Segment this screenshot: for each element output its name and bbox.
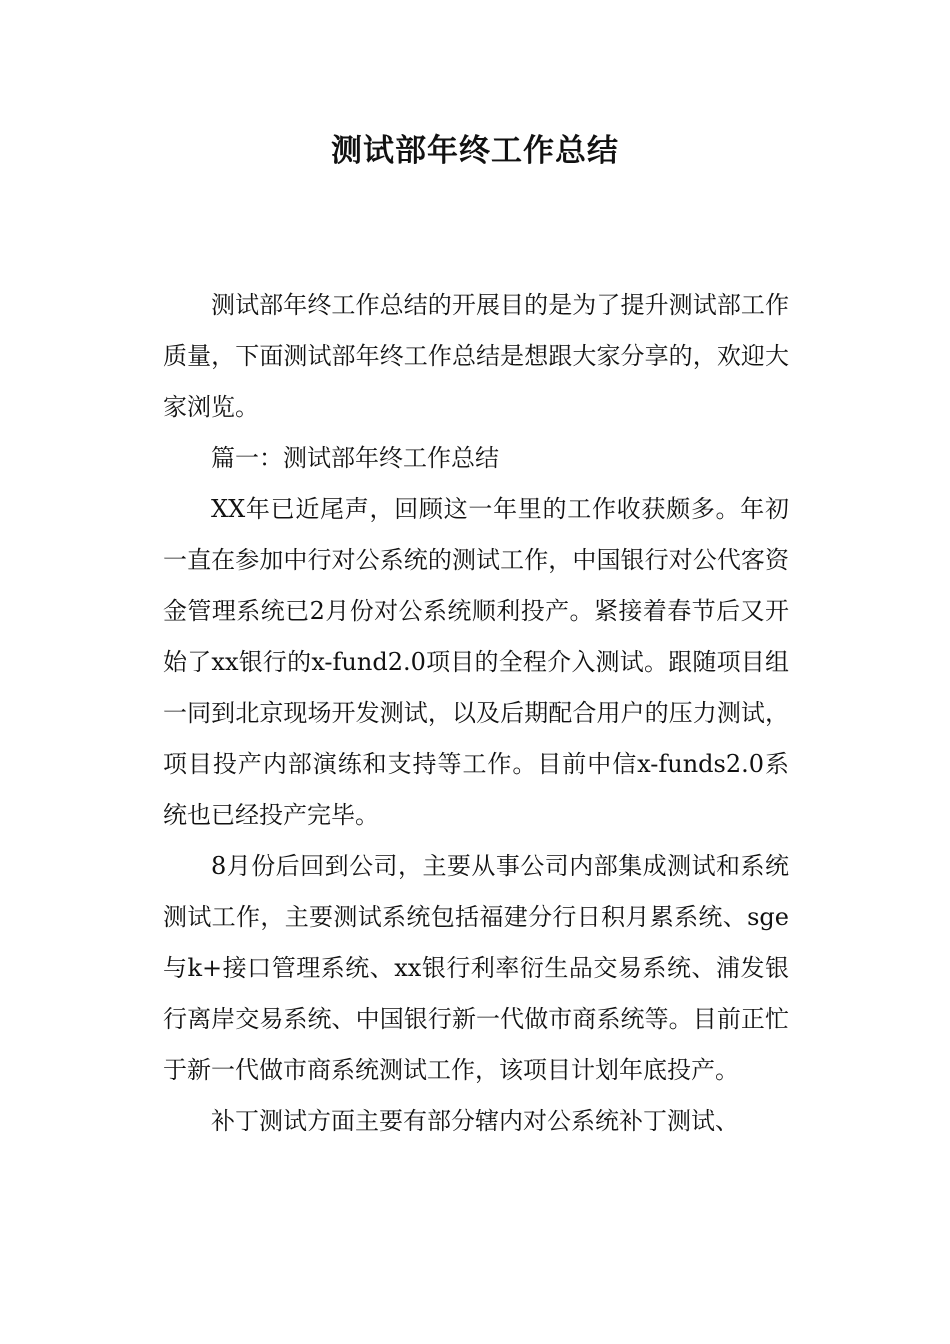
document-title: 测试部年终工作总结 — [331, 133, 619, 169]
paragraph-patch-testing: 补丁测试方面主要有部分辖内对公系统补丁测试、 — [211, 1107, 739, 1135]
paragraph-august-work: 8月份后回到公司，主要从事公司内部集成测试和系统测试工作，主要测试系统包括福建分行日积月累系统、sge与k+接口管理系统、xx银行利率衍生品交易系统、浦发银行离岸交易系统、中国银行新一代做市商系统等。目前正忙于新一代做市商系统测试工作，该项目计划年底投产。 — [163, 852, 789, 1084]
document-body — [163, 280, 789, 1147]
paragraph-year-review: XX年已近尾声，回顾这一年里的工作收获颇多。年初一直在参加中行对公系统的测试工作，中国银行对公代客资金管理系统已2月份对公系统顺利投产。紧接着春节后又开始了xx银行的x-fund2.0项目的全程介入测试。跟随项目组一同到北京现场开发测试，以及后期配合用户的压力测试，项目投产内部演练和支持等工作。目前中信x-funds2.0系统也已经投产完毕。 — [163, 495, 789, 829]
paragraph-section-heading: 篇一：测试部年终工作总结 — [211, 444, 499, 472]
paragraph-intro: 测试部年终工作总结的开展目的是为了提升测试部工作质量，下面测试部年终工作总结是想跟大家分享的，欢迎大家浏览。 — [163, 291, 789, 421]
